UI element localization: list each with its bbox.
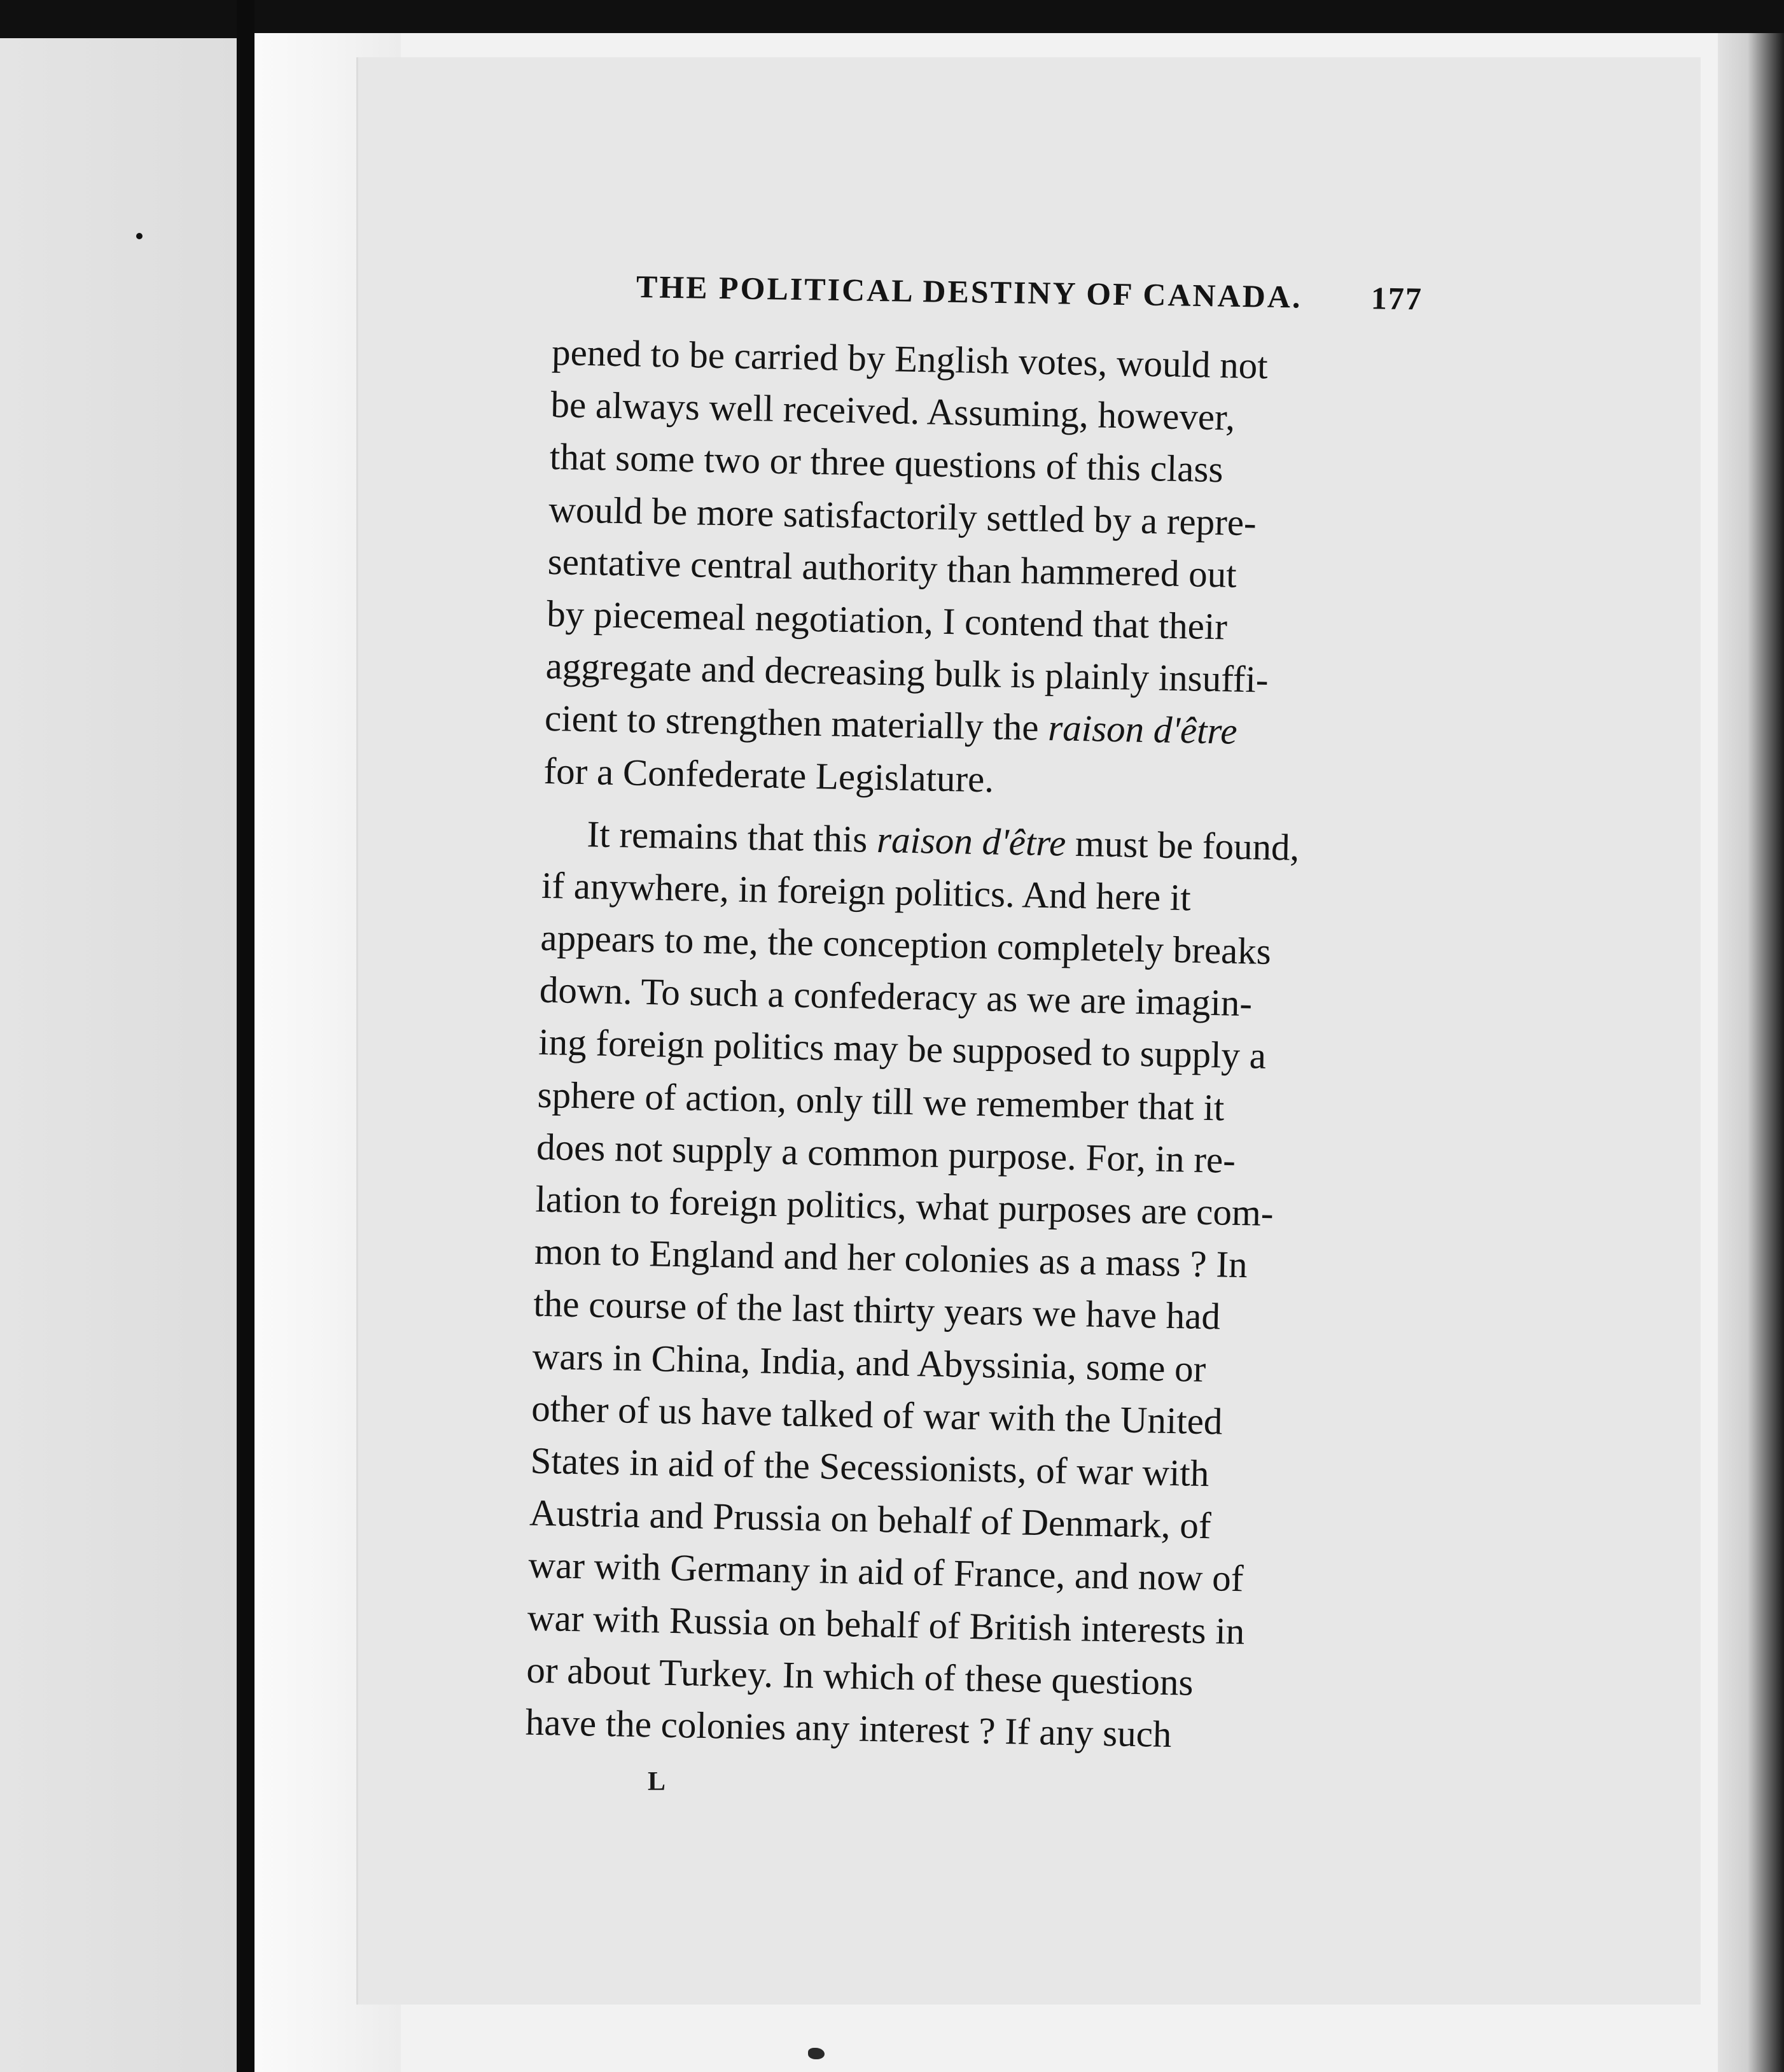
text-line: does not supply a common purpose. For, in re- <box>536 1125 1236 1181</box>
text-line: the course of the last thirty years we have had <box>533 1282 1221 1338</box>
italic-phrase: raison d'être <box>1047 706 1238 753</box>
text-line: sentative central authority than hammered out <box>547 540 1237 596</box>
text-line: war with Germany in aid of France, and now of <box>527 1543 1244 1600</box>
running-title: THE POLITICAL DESTINY OF CANADA. <box>636 269 1302 315</box>
text-line: Austria and Prussia on behalf of Denmark, of <box>529 1491 1212 1547</box>
text-line: appears to me, the conception completely breaks <box>540 916 1272 972</box>
text-line: sphere of action, only till we remember that it <box>537 1073 1225 1129</box>
text-line: It remains that this raison d'être must be found, <box>587 812 1300 869</box>
signature-mark: L <box>648 1767 666 1796</box>
text-line: pened to be carried by English votes, would not <box>551 330 1269 387</box>
text-line: other of us have talked of war with the United <box>531 1387 1223 1443</box>
body-text <box>525 326 1424 1765</box>
text-line: States in aid of the Secessionists, of war with <box>530 1439 1209 1495</box>
text-line: down. To such a confederacy as we are imagin- <box>539 969 1253 1025</box>
ink-speck <box>136 233 143 239</box>
text-line: or about Turkey. In which of these questions <box>526 1648 1194 1704</box>
text-line: wars in China, India, and Abyssinia, some or <box>532 1334 1206 1390</box>
text-line: ing foreign politics may be supposed to supply a <box>538 1021 1267 1077</box>
text-line: by piecemeal negotiation, I contend that their <box>546 592 1228 648</box>
text-line: war with Russia on behalf of British interests in <box>527 1596 1245 1652</box>
text-line: mon to England and her colonies as a mass ? In <box>534 1229 1248 1286</box>
text-line: cient to strengthen materially the raison d'être <box>544 697 1238 753</box>
running-header <box>636 255 1423 330</box>
text-line: aggregate and decreasing bulk is plainly insuffi- <box>545 645 1269 701</box>
text-line: that some two or three questions of this class <box>549 435 1224 491</box>
ink-smudge <box>808 2048 825 2059</box>
text-line: would be more satisfactorily settled by a repre- <box>548 487 1257 543</box>
text-line: lation to foreign politics, what purposes are com- <box>535 1177 1274 1235</box>
left-page-leaf <box>0 38 237 2072</box>
paragraph-1 <box>543 326 1424 813</box>
text-line: be always well received. Assuming, however, <box>550 383 1236 438</box>
italic-phrase: raison d'être <box>876 818 1066 864</box>
paragraph-2 <box>525 807 1414 1765</box>
text-line: for a Confederate Legislature. <box>543 749 994 800</box>
text-line: if anywhere, in foreign politics. And here it <box>541 864 1192 919</box>
book-gutter <box>237 0 254 2072</box>
page-number: 177 <box>1370 280 1423 317</box>
page-right-edge-shadow <box>1718 33 1784 2072</box>
text-line: have the colonies any interest ? If any such <box>525 1700 1173 1755</box>
